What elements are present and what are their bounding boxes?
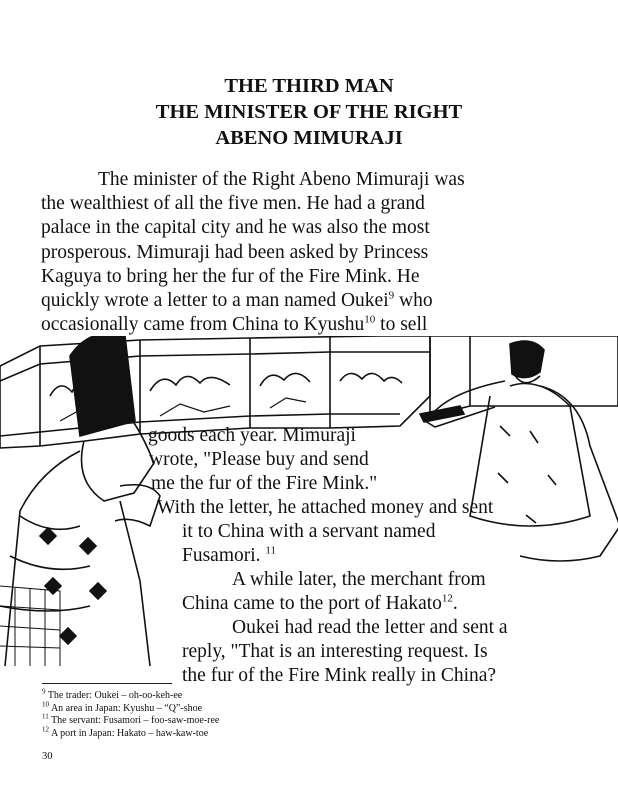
footnote: $^{10}$ An area in Japan: Kyushu – “Q”-shoe bbox=[42, 700, 203, 714]
title-line-3: ABENO MIMURAJI bbox=[215, 127, 403, 149]
text-line: Oukei had read the letter and sent a bbox=[232, 617, 508, 638]
chapter-title bbox=[0, 73, 618, 151]
text-line: Fusamori. $^{11}$ bbox=[182, 544, 277, 566]
footnote-ref: 9 bbox=[388, 289, 395, 302]
title-line-2: THE MINISTER OF THE RIGHT bbox=[155, 101, 463, 123]
text-line: China came to the port of Hakato$^{12}$. bbox=[182, 592, 458, 614]
footnote-ref: 10 bbox=[364, 313, 376, 326]
text-line: goods each year. Mimuraji bbox=[148, 425, 356, 446]
text-line: me the fur of the Fire Mink." bbox=[151, 473, 378, 494]
footnote-divider bbox=[42, 683, 172, 684]
footnote: $^{12}$ A port in Japan: Hakato – haw-kaw-toe bbox=[42, 725, 209, 739]
text-line: palace in the capital city and he was also the most bbox=[41, 217, 430, 239]
text-line: wrote, "Please buy and send bbox=[149, 449, 369, 470]
text-line: the wealthiest of all the five men. He had a grand bbox=[41, 193, 425, 215]
text-line: the fur of the Fire Mink really in China? bbox=[182, 665, 497, 686]
page-number: 30 bbox=[42, 751, 53, 762]
text-line: With the letter, he attached money and sent bbox=[157, 497, 494, 518]
text-line: prosperous. Mimuraji had been asked by Princess bbox=[41, 241, 429, 263]
text-line: The minister of the Right Abeno Mimuraji was bbox=[98, 169, 465, 190]
text-line: reply, "That is an interesting request. Is bbox=[182, 641, 488, 662]
text-line: Kaguya to bring her the fur of the Fire Mink. He bbox=[41, 265, 420, 287]
text-line: occasionally came from China to Kyushu$^{10}$ to sell bbox=[41, 313, 428, 336]
footnotes bbox=[42, 687, 220, 740]
footnote: $^9$ The trader: Oukei – oh-oo-keh-ee bbox=[42, 687, 183, 701]
title-line-1: THE THIRD MAN bbox=[224, 75, 394, 97]
paragraph-intro bbox=[41, 168, 465, 337]
footnote: $^{11}$ The servant: Fusamori – foo-saw-moe-ree bbox=[42, 712, 220, 727]
footnote-ref: 12 bbox=[441, 592, 453, 605]
footnote-ref: 11 bbox=[265, 544, 277, 557]
text-line: quickly wrote a letter to a man named Oukei$^9$ who bbox=[41, 289, 433, 312]
text-line: it to China with a servant named bbox=[182, 521, 436, 542]
text-line: A while later, the merchant from bbox=[232, 569, 486, 590]
